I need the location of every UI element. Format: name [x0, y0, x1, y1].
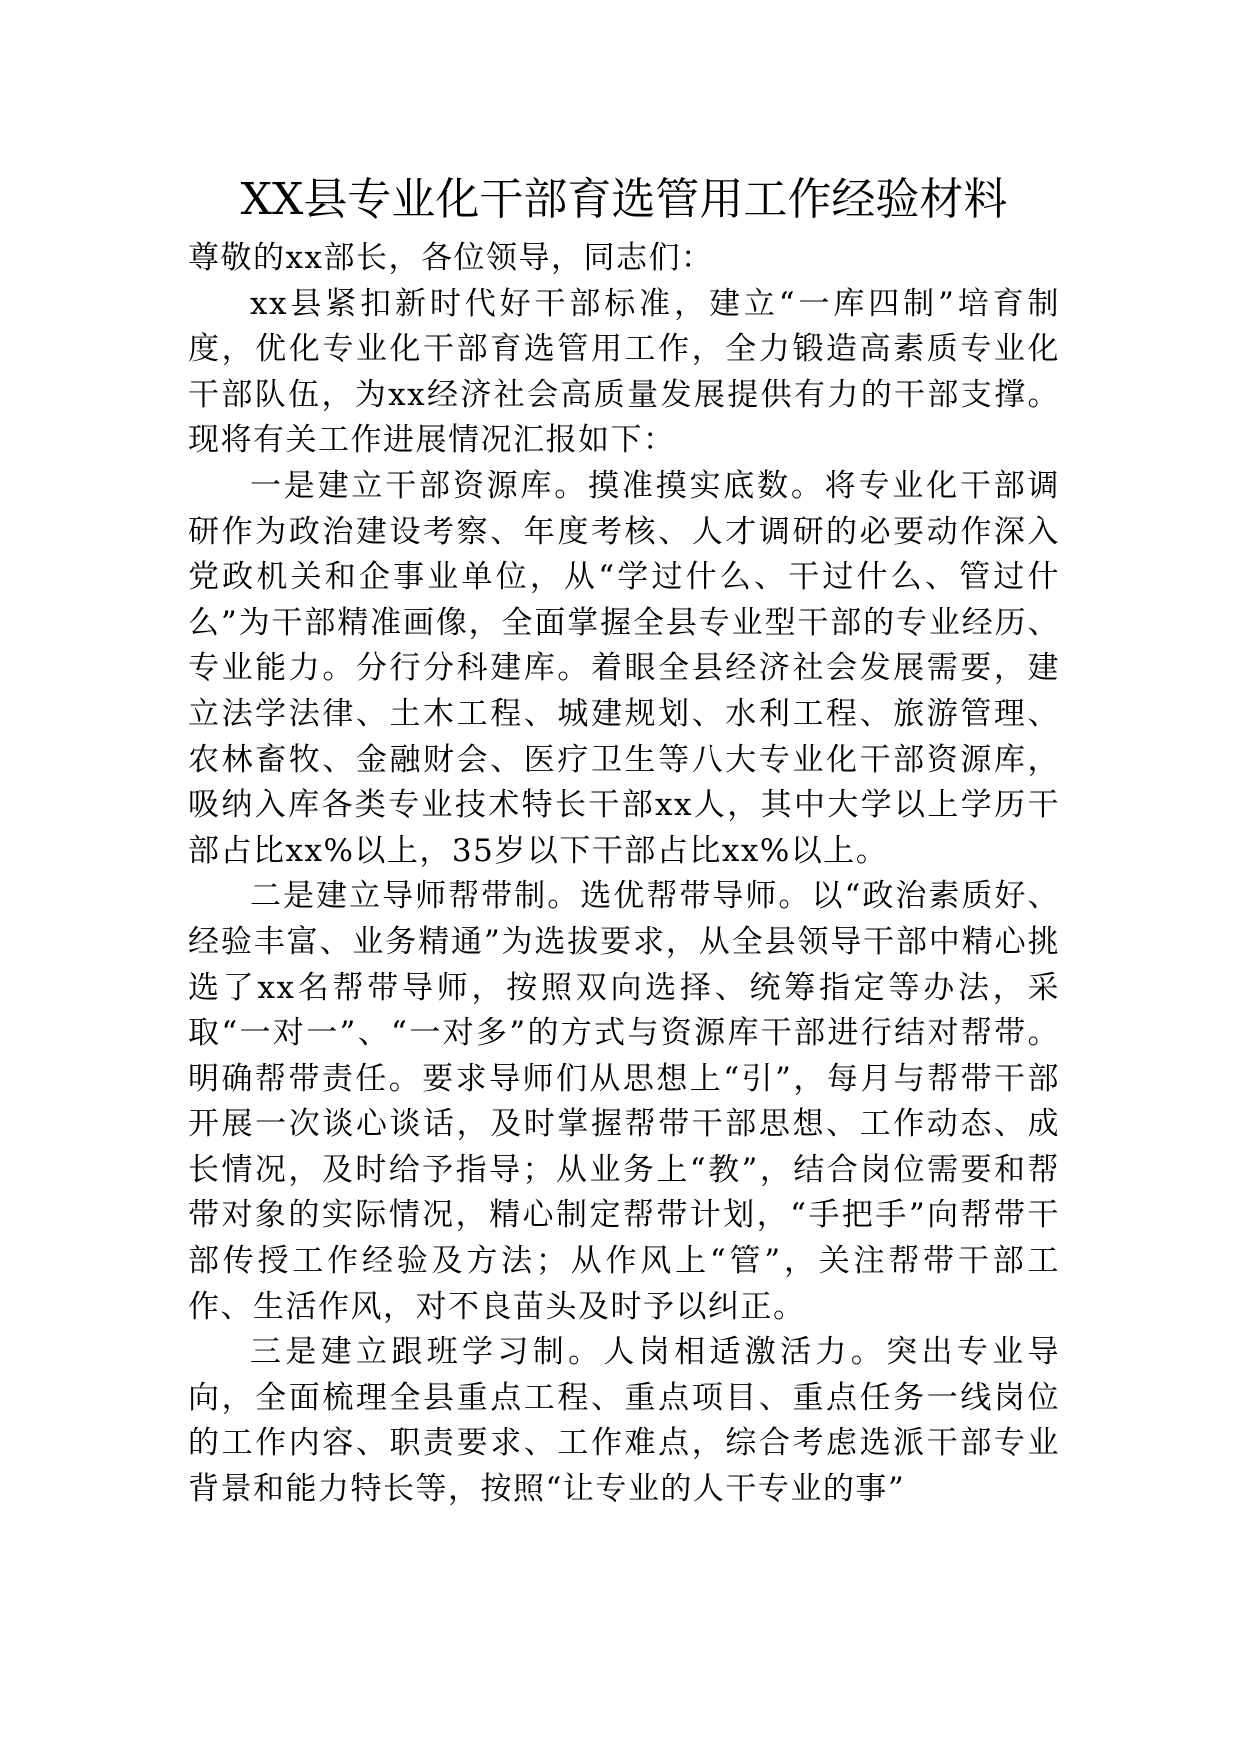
document-page — [188, 170, 1060, 1513]
paragraph-mentor-system: 二是建立导师帮带制。选优帮带导师。以“政治素质好、经验丰富、业务精通”为选拔要求，从全县领导干部中精心挑选了xx名帮带导师，按照双向选择、统筹指定等办法，采取“一对一”、“一对多”的方式与资源库干部进行结对帮带。明确帮带责任。要求导师们从思想上“引”，每月与帮带干部开展一次谈心谈话，及时掌握帮带干部思想、工作动态、成长情况，及时给予指导；从业务上“教”，结合岗位需要和帮带对象的实际情况，精心制定帮带计划，“手把手”向帮带干部传授工作经验及方法；从作风上“管”，关注帮带干部工作、生活作风，对不良苗头及时予以纠正。 — [188, 878, 1060, 1325]
paragraph-shadow-learning: 三是建立跟班学习制。人岗相适激活力。突出专业导向，全面梳理全县重点工程、重点项目、重点任务一线岗位的工作内容、职责要求、工作难点，综合考虑选派干部专业背景和能力特长等，按照“让专业的人干专业的事” — [188, 1334, 1060, 1508]
document-title: XX县专业化干部育选管用工作经验材料 — [240, 174, 1008, 225]
paragraph-resource-library: 一是建立干部资源库。摸准摸实底数。将专业化干部调研作为政治建设考察、年度考核、人才调研的必要动作深入党政机关和企事业单位，从“学过什么、干过什么、管过什么”为干部精准画像，全面掌握全县专业型干部的专业经历、专业能力。分行分科建库。着眼全县经济社会发展需要，建立法学法律、土木工程、城建规划、水利工程、旅游管理、农林畜牧、金融财会、医疗卫生等八大专业化干部资源库，吸纳入库各类专业技术特长干部xx人，其中大学以上学历干部占比xx%以上，35岁以下干部占比xx%以上。 — [188, 467, 1060, 869]
paragraph-intro: xx县紧扣新时代好干部标准，建立“一库四制”培育制度，优化专业化干部育选管用工作，全力锻造高素质专业化干部队伍，为xx经济社会高质量发展提供有力的干部支撑。现将有关工作进展情况汇报如下： — [188, 285, 1060, 459]
salutation: 尊敬的xx部长，各位领导，同志们： — [188, 240, 714, 276]
